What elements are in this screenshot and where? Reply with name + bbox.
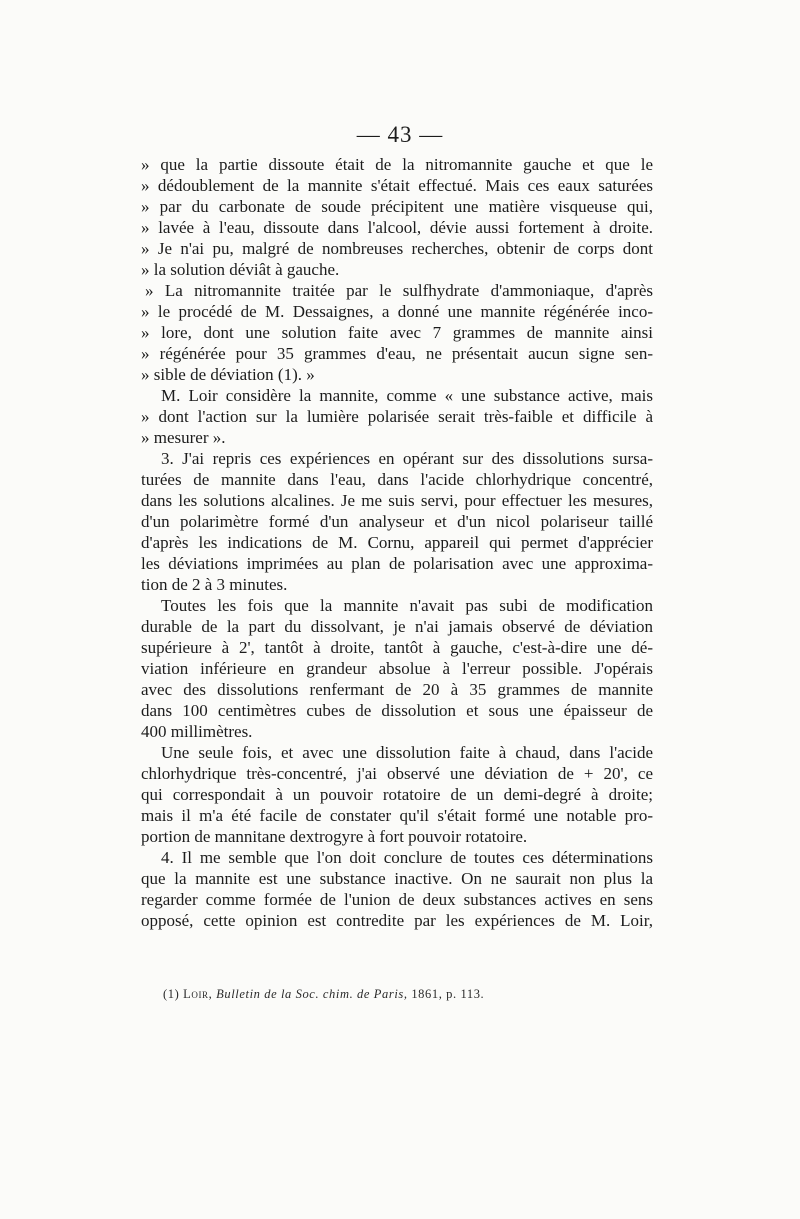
text-line: mais il m'a été facile de constater qu'il s'était formé une notable pro-: [141, 806, 653, 825]
text-line: supérieure à 2', tantôt à droite, tantôt à gauche, c'est-à-dire une dé-: [141, 638, 653, 657]
text-line: » la solution déviât à gauche.: [141, 260, 340, 279]
body-text: [141, 154, 653, 931]
text-line: d'après les indications de M. Cornu, appareil qui permet d'apprécier: [141, 533, 653, 552]
page-number: — 43 —: [356, 122, 444, 147]
text-line: chlorhydrique très-concentré, j'ai observé une déviation de + 20', ce: [141, 764, 653, 783]
text-line: les déviations imprimées au plan de polarisation avec une approxima-: [141, 554, 653, 573]
text-line: d'un polarimètre formé d'un analyseur et d'un nicol polariseur taillé: [141, 512, 653, 531]
text-line: » dédoublement de la mannite s'était effectué. Mais ces eaux saturées: [141, 176, 653, 195]
footnote: [163, 987, 484, 1002]
text-line: opposé, cette opinion est contredite par les expériences de M. Loir,: [141, 911, 653, 930]
text-line: regarder comme formée de l'union de deux substances actives en sens: [141, 890, 653, 909]
text-line: avec des dissolutions renfermant de 20 à 35 grammes de mannite: [141, 680, 653, 699]
text-line: 400 millimètres.: [141, 722, 253, 741]
text-line: M. Loir considère la mannite, comme « une substance active, mais: [161, 386, 653, 405]
text-line: qui correspondait à un pouvoir rotatoire de un demi-degré à droite;: [141, 785, 653, 804]
text-line: que la mannite est une substance inactive. On ne saurait non plus la: [141, 869, 653, 888]
text-line: » La nitromannite traitée par le sulfhydrate d'ammoniaque, d'après: [145, 281, 653, 300]
text-line: 3. J'ai repris ces expériences en opérant sur des dissolutions sursa-: [161, 449, 653, 468]
text-line: Une seule fois, et avec une dissolution faite à chaud, dans l'acide: [161, 743, 653, 762]
text-line: Toutes les fois que la mannite n'avait pas subi de modification: [161, 596, 653, 615]
text-line: » dont l'action sur la lumière polarisée serait très-faible et difficile à: [141, 407, 653, 426]
text-line: portion de mannitane dextrogyre à fort pouvoir rotatoire.: [141, 827, 528, 846]
footnote-details: 1861, p. 113.: [411, 987, 485, 1001]
text-line: » le procédé de M. Dessaignes, a donné une mannite régénérée inco-: [141, 302, 653, 321]
text-line: 4. Il me semble que l'on doit conclure de toutes ces déterminations: [161, 848, 653, 867]
text-line: » lore, dont une solution faite avec 7 grammes de mannite ainsi: [141, 323, 653, 342]
text-line: » par du carbonate de soude précipitent une matière visqueuse qui,: [141, 197, 653, 216]
text-line: dans 100 centimètres cubes de dissolution et sous une épaisseur de: [141, 701, 653, 720]
text-line: dans les solutions alcalines. Je me suis servi, pour effectuer les mesures,: [141, 491, 653, 510]
text-line: durable de la part du dissolvant, je n'ai jamais observé de déviation: [141, 617, 653, 636]
text-line: » Je n'ai pu, malgré de nombreuses recherches, obtenir de corps dont: [141, 239, 653, 258]
footnote-author: Loir,: [183, 987, 213, 1001]
text-line: » que la partie dissoute était de la nitromannite gauche et que le: [141, 155, 653, 174]
text-line: tion de 2 à 3 minutes.: [141, 575, 288, 594]
text-line: turées de mannite dans l'eau, dans l'acide chlorhydrique concentré,: [141, 470, 653, 489]
text-line: » lavée à l'eau, dissoute dans l'alcool, dévie aussi fortement à droite.: [141, 218, 653, 237]
text-line: » sible de déviation (1). »: [141, 365, 315, 384]
footnote-journal: Bulletin de la Soc. chim. de Paris,: [216, 987, 408, 1001]
text-line: » mesurer ».: [141, 428, 226, 447]
text-line: viation inférieure en grandeur absolue à l'erreur possible. J'opérais: [141, 659, 653, 678]
text-line: » régénérée pour 35 grammes d'eau, ne présentait aucun signe sen-: [141, 344, 653, 363]
footnote-marker: (1): [163, 987, 180, 1001]
